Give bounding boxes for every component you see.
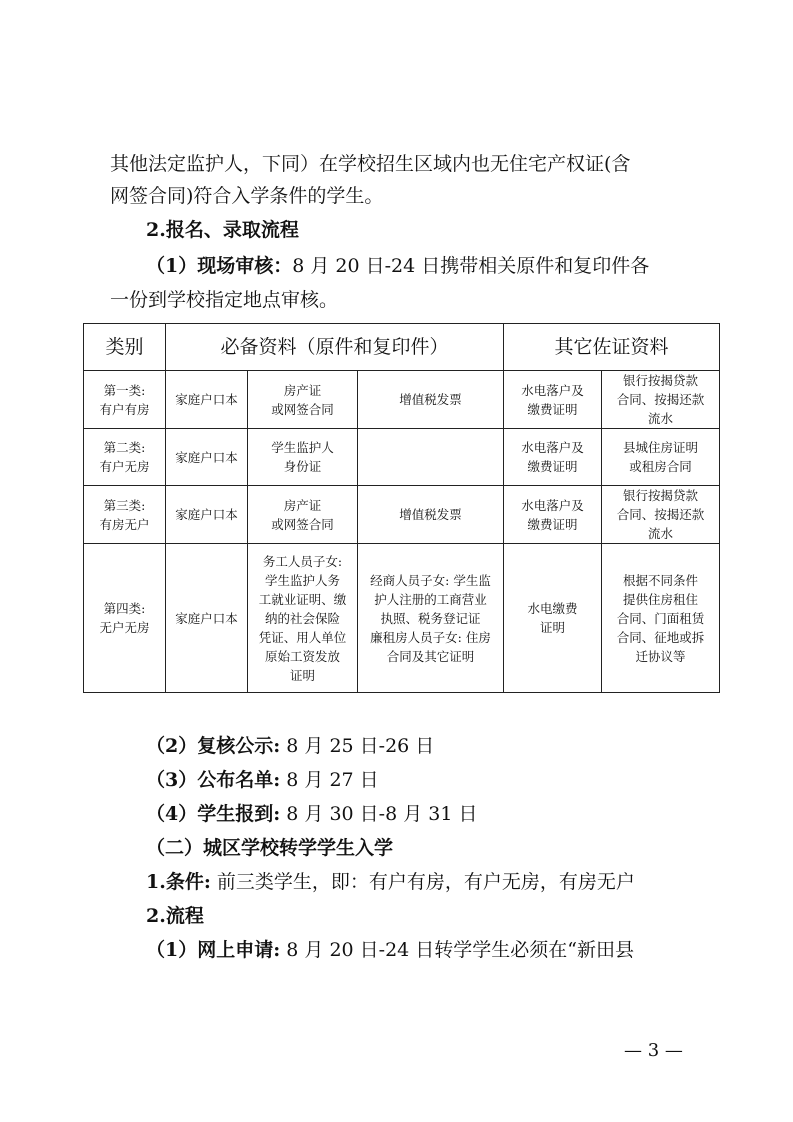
table-row — [84, 544, 720, 693]
table-cell — [602, 544, 720, 693]
step-text: 8 月 27 日 — [286, 769, 379, 791]
cell-line: 有户无房 — [99, 459, 150, 474]
step-label: （1）现场审核： — [146, 255, 293, 277]
table-row — [84, 371, 720, 429]
table-cell — [602, 486, 720, 544]
cell-line: 证明 — [289, 667, 315, 683]
cell-line: 县城住房证明 — [623, 440, 699, 455]
table-cell — [166, 486, 248, 544]
step-label: （1）网上申请: — [146, 939, 281, 961]
cell-line: 纳的社会保险 — [264, 610, 340, 626]
cell-line: 合同、按揭还款 — [616, 392, 705, 407]
cell-line: 学生监护人 — [271, 440, 334, 455]
table-cell — [358, 429, 504, 486]
table-cell — [358, 486, 504, 544]
cell-line: 银行按揭贷款 — [623, 373, 699, 388]
cell-line: 原始工资发放 — [264, 648, 340, 664]
cell-line: 水电落户及 — [521, 497, 584, 513]
cell-line: 缴费证明 — [527, 459, 578, 474]
table-cell — [504, 544, 602, 693]
table-cell — [602, 429, 720, 486]
cell-line: 廉租房人员子女: 住房 — [370, 629, 491, 645]
table-row — [84, 486, 720, 544]
category-cell — [84, 486, 166, 544]
step-recheck-notice — [146, 730, 434, 762]
cell-line: 第一类: — [103, 382, 146, 398]
step-label: （2）复核公示: — [146, 735, 281, 757]
table-cell — [166, 544, 248, 693]
table-cell — [504, 429, 602, 486]
table-header-row — [84, 324, 720, 371]
table-cell — [248, 486, 358, 544]
conditions-label: 1.条件: — [146, 871, 211, 893]
step-label: （3）公布名单: — [146, 769, 281, 791]
cell-line: 房产证 — [283, 497, 322, 513]
cell-line: 第三类: — [103, 497, 146, 513]
conditions-line — [146, 866, 635, 898]
cell-line: 水电落户及 — [521, 382, 584, 398]
cell-line: 合同及其它证明 — [386, 648, 475, 664]
cell-line: 或租房合同 — [629, 459, 692, 474]
cell-line: 流水 — [648, 526, 674, 541]
category-cell — [84, 544, 166, 693]
cell-line: 房产证 — [283, 382, 322, 398]
intro-line-2: 网签合同)符合入学条件的学生。 — [110, 185, 384, 207]
cell-line: 迁协议等 — [635, 648, 686, 664]
cell-line: 第二类: — [103, 440, 146, 455]
table-cell — [504, 486, 602, 544]
cell-line: 无户无房 — [99, 620, 150, 635]
cell-line: 缴费证明 — [527, 516, 578, 532]
cell-line: 有户有房 — [99, 401, 150, 417]
cell-line: 证明 — [539, 620, 565, 635]
cell-line: 家庭户口本 — [175, 449, 238, 465]
cell-line: 执照、税务登记证 — [380, 610, 481, 626]
cell-line: 务工人员子女: — [262, 553, 343, 569]
cell-line: 合同、征地或拆 — [616, 629, 705, 645]
step-on-site-review — [146, 250, 649, 282]
step-text: 8 月 25 日-26 日 — [286, 735, 435, 757]
step-online-application — [146, 934, 634, 966]
cell-line: 身份证 — [283, 459, 322, 474]
step-on-site-review-cont: 一份到学校指定地点审核。 — [110, 289, 339, 311]
header-category: 类别 — [84, 324, 166, 371]
cell-line: 缴费证明 — [527, 401, 578, 417]
step-text: 8 月 20 日-24 日转学学生必须在“新田县 — [286, 939, 635, 961]
step-student-report — [146, 798, 477, 830]
table-cell — [248, 429, 358, 486]
cell-line: 流水 — [648, 411, 674, 426]
intro-line-1: 其他法定监护人，下同）在学校招生区域内也无住宅产权证(含 — [110, 153, 631, 175]
cell-line: 家庭户口本 — [175, 392, 238, 407]
page-number: — 3 — — [624, 1040, 683, 1061]
cell-line: 家庭户口本 — [175, 507, 238, 522]
header-other-documents: 其它佐证资料 — [504, 324, 720, 371]
table-cell — [602, 371, 720, 429]
step-publish-list — [146, 764, 379, 796]
cell-line: 增值税发票 — [399, 507, 462, 522]
table-cell — [358, 371, 504, 429]
step-text: 8 月 30 日-8 月 31 日 — [286, 803, 478, 825]
required-documents-table — [83, 323, 720, 693]
cell-line: 学生监护人务 — [264, 572, 340, 588]
cell-line: 有房无户 — [99, 516, 150, 532]
conditions-text: 前三类学生，即：有户有房，有户无房，有房无户 — [216, 871, 635, 893]
section-heading-registration: 2.报名、录取流程 — [146, 219, 299, 241]
step-text: 8 月 20 日-24 日携带相关原件和复印件各 — [292, 255, 650, 277]
table-cell — [358, 544, 504, 693]
cell-line: 凭证、用人单位 — [258, 629, 347, 645]
table-cell — [504, 371, 602, 429]
table-row — [84, 429, 720, 486]
cell-line: 或网签合同 — [271, 516, 334, 532]
cell-line: 家庭户口本 — [175, 610, 238, 626]
step-label: （4）学生报到: — [146, 803, 281, 825]
cell-line: 增值税发票 — [399, 392, 462, 407]
table-cell — [166, 429, 248, 486]
section-heading-transfer: （二）城区学校转学学生入学 — [146, 837, 394, 859]
cell-line: 合同、门面租赁 — [616, 610, 705, 626]
table-cell — [248, 371, 358, 429]
header-required-documents: 必备资料（原件和复印件） — [166, 324, 504, 371]
table-cell — [248, 544, 358, 693]
flow-heading: 2.流程 — [146, 905, 204, 927]
category-cell — [84, 371, 166, 429]
cell-line: 提供住房租住 — [623, 591, 699, 607]
cell-line: 合同、按揭还款 — [616, 507, 705, 522]
cell-line: 水电缴费 — [527, 601, 578, 616]
table-cell — [166, 371, 248, 429]
cell-line: 护人注册的工商营业 — [374, 591, 487, 607]
cell-line: 第四类: — [103, 601, 146, 616]
cell-line: 银行按揭贷款 — [623, 488, 699, 503]
cell-line: 水电落户及 — [521, 440, 584, 455]
category-cell — [84, 429, 166, 486]
cell-line: 经商人员子女: 学生监 — [370, 572, 491, 588]
cell-line: 根据不同条件 — [623, 572, 699, 588]
cell-line: 工就业证明、缴 — [258, 591, 347, 607]
cell-line: 或网签合同 — [271, 401, 334, 417]
